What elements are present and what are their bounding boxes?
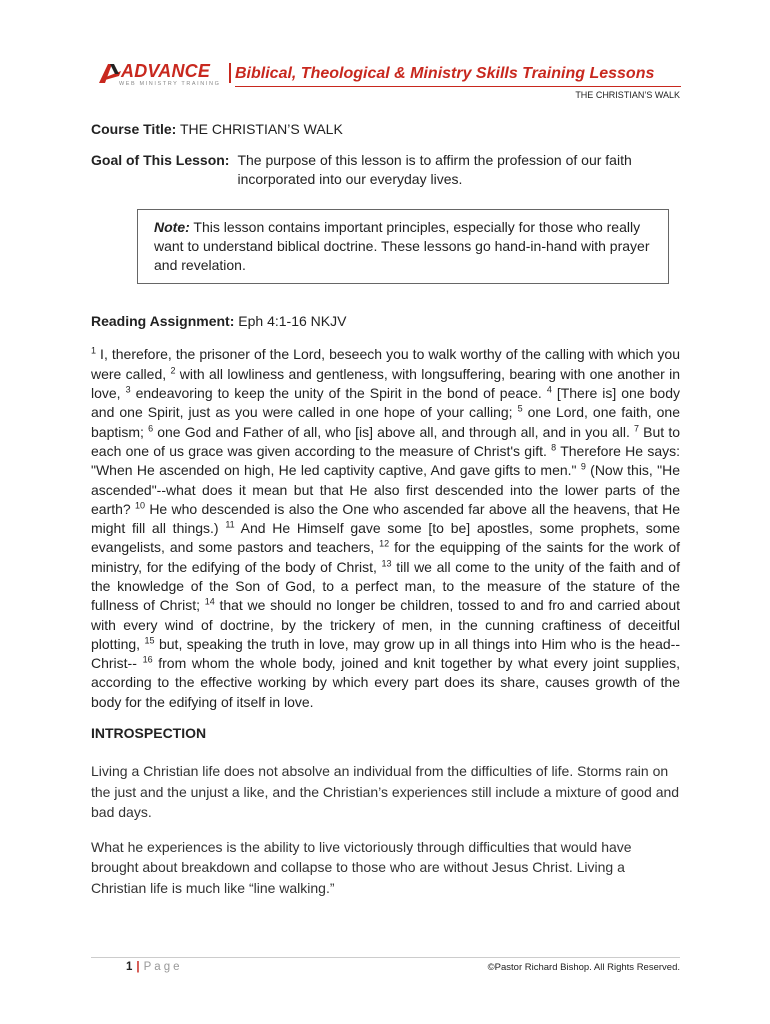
page-number-value: 1 [126,961,133,973]
goal-text: The purpose of this lesson is to affirm the profession of our faith incorporated into our everyday lives. [237,152,632,188]
verse-text: He who descended is also the One who ascended far above all the heavens, that He might fill all things.) [91,500,680,537]
verse-number: 8 [551,442,557,453]
page-separator: | [136,961,140,973]
verse-text: endeavoring to keep the unity of the Spirit in the bond of peace. [130,385,547,402]
verse-text: that we should no longer be children, tossed to and fro and carried about with every wind of doctrine, by the trickery of men, in the cunning craftiness of deceitful plotting, [91,597,680,652]
verse-number: 4 [546,384,552,395]
verse-text: with all lowliness and gentleness, with longsuffering, bearing with one another in love, [91,365,680,402]
verse-text: one Lord, one faith, one baptism; [91,404,680,440]
page-label: Page [143,961,183,973]
introspection-heading: INTROSPECTION [91,725,207,742]
course-title-line [91,120,680,139]
reading-reference: Eph 4:1-16 NKJV [238,313,347,330]
goal-label: Goal of This Lesson: [91,152,230,169]
page-header [95,60,681,90]
running-title: THE CHRISTIAN’S WALK [575,90,680,100]
introspection-paragraph-1: Living a Christian life does not absolve an individual from the difficulties of life. Storms rain on the just and the unjust a like, and the Christian’s experiences still include a mixture of good and bad days. [91,763,680,821]
logo-tagline: WEB MINISTRY TRAINING [119,81,221,87]
series-title: Biblical, Theological & Ministry Skills Training Lessons [235,65,655,82]
verse-text: from whom the whole body, joined and knit together by what every joint supplies, according to the effective working by which every part does its share, causes growth of the body for the edifying of itself in love. [91,655,680,710]
logo-divider [229,63,231,83]
lesson-goal [91,151,680,189]
course-title-value: THE CHRISTIAN’S WALK [179,121,343,137]
logo-wordmark: ADVANCE [121,61,211,81]
verse-text: for the equipping of the saints for the work of ministry, for the edifying of the body of Christ, [91,539,681,575]
verse-number: 5 [517,403,523,414]
verse-text: I, therefore, the prisoner of the Lord, beseech you to walk worthy of the calling with which you were called, [91,346,680,382]
verse-number: 6 [148,422,154,433]
verse-number: 16 [142,654,153,665]
verse-number: 7 [634,422,640,433]
lesson-body [91,120,680,898]
reading-label: Reading Assignment: [91,313,235,330]
verse-text: till we all come to the unity of the faith and of the knowledge of the Son of God, to a perfect man, to the measure of the stature of the fullness of Christ; [91,558,680,614]
course-title-label: Course Title: [91,121,177,137]
verse-text: Therefore He says: "When He ascended on high, He led captivity captive, And gave gifts to men." [91,442,681,479]
verse-text: [There is] one body and one Spirit, just as you were called in one hope of your calling; [91,385,680,421]
reading-assignment [91,312,680,331]
verse-number: 15 [144,635,155,646]
verse-number: 1 [91,345,97,356]
verse-number: 12 [379,538,390,549]
verse-number: 2 [170,365,176,376]
header-rule [235,86,681,87]
note-label: Note: [154,218,190,235]
verse-text: but, speaking the truth in love, may grow up in all things into Him who is the head--Christ-- [91,635,680,672]
verse-number: 10 [135,500,146,511]
scripture-passage [91,345,680,712]
verse-text: But to each one of us grace was given according to the measure of Christ's gift. [91,423,680,459]
verse-number: 13 [381,558,392,569]
verse-number: 11 [225,519,235,530]
introspection-paragraph-2: What he experiences is the ability to live victoriously through difficulties that would have brought about breakdown and collapse to those who are without Jesus Christ. Living a Christian life is much like “line walking.” [91,838,632,896]
verse-number: 14 [204,596,215,607]
verse-text: And He Himself gave some [to be] apostles, some prophets, some evangelists, and some pastors and teachers, [91,520,680,556]
footer-rule [91,957,680,958]
advance-logo [95,60,235,90]
note-text: This lesson contains important principles, especially for those who really want to understand biblical doctrine. These lessons go hand-in-hand with prayer and revelation. [154,218,650,274]
page-number [126,961,182,973]
verse-text: (Now this, "He ascended"--what does it mean but that He also first descended into the lower parts of the earth? [91,462,680,517]
verse-number: 9 [580,461,586,472]
copyright-notice: ©Pastor Richard Bishop. All Rights Reserved. [487,962,680,973]
note-box [137,209,669,285]
verse-number: 3 [125,384,131,395]
verse-text: one God and Father of all, who [is] above all, and through all, and in you all. [153,423,634,440]
